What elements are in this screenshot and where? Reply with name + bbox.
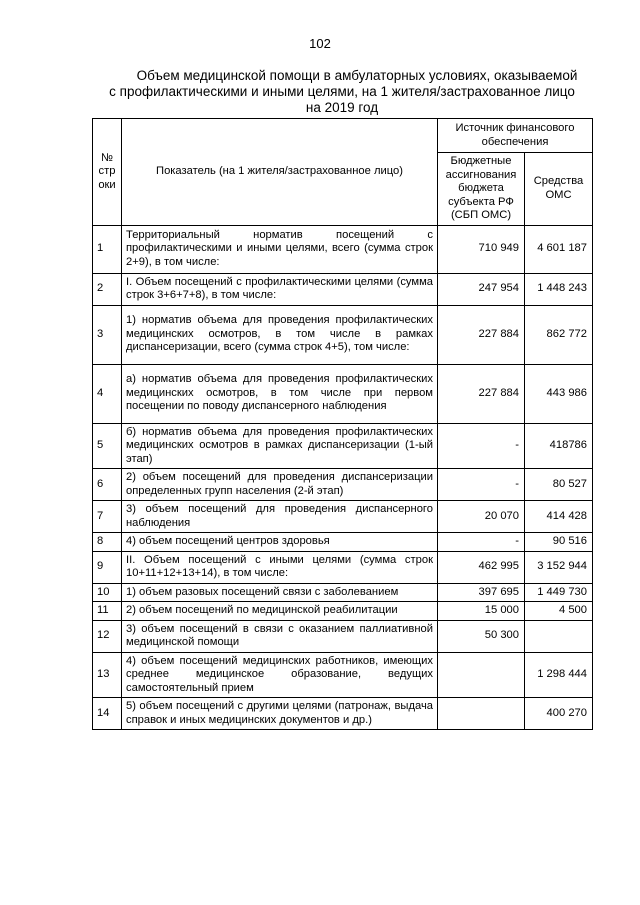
row-number-cell: 3 [93, 305, 122, 364]
oms-value-cell: 1 449 730 [525, 583, 593, 602]
oms-value-cell: 414 428 [525, 501, 593, 533]
title-line-2: с профилактическими и иными целями, на 1 жителя/застрахованное лицо [109, 84, 575, 99]
budget-value-cell: 15 000 [438, 602, 525, 621]
row-number-cell: 13 [93, 652, 122, 698]
table-row [93, 469, 593, 501]
indicator-cell: 1) норматив объема для проведения профилактических медицинских осмотров, в том числе в рамках диспансеризации, всего (сумма строк 4+5), том числе: [122, 305, 438, 364]
row-number-cell: 8 [93, 533, 122, 552]
budget-value-cell [438, 698, 525, 730]
oms-value-cell: 400 270 [525, 698, 593, 730]
row-number-cell: 14 [93, 698, 122, 730]
budget-value-cell: 247 954 [438, 273, 525, 305]
row-number-cell: 5 [93, 423, 122, 469]
budget-value-cell: - [438, 423, 525, 469]
header-oms: Средства ОМС [525, 153, 593, 226]
row-number-cell: 9 [93, 551, 122, 583]
title-line-3: на 2019 год [305, 100, 379, 115]
indicator-cell: 2) объем посещений по медицинской реабилитации [122, 602, 438, 621]
table-body [93, 225, 593, 730]
header-budget: Бюджетные ассигнования бюджета субъекта РФ (СБП ОМС) [438, 153, 525, 226]
row-number-cell: 7 [93, 501, 122, 533]
indicator-cell: I. Объем посещений с профилактическими целями (сумма строк 3+6+7+8), в том числе: [122, 273, 438, 305]
budget-value-cell: 227 884 [438, 364, 525, 423]
oms-value-cell: 3 152 944 [525, 551, 593, 583]
oms-value-cell: 4 500 [525, 602, 593, 621]
header-funding-source: Источник финансового обеспечения [438, 119, 593, 153]
oms-value-cell: 418786 [525, 423, 593, 469]
budget-value-cell: - [438, 469, 525, 501]
budget-value-cell: 710 949 [438, 225, 525, 273]
table-row [93, 225, 593, 273]
page-number: 102 [309, 36, 331, 51]
oms-value-cell [525, 620, 593, 652]
table-row [93, 652, 593, 698]
table-row [93, 551, 593, 583]
indicator-cell: Территориальный норматив посещений с профилактическими и иными целями, всего (сумма строк 2+9), в том числе: [122, 225, 438, 273]
table-row [93, 364, 593, 423]
oms-value-cell: 4 601 187 [525, 225, 593, 273]
table-row [93, 698, 593, 730]
indicator-cell: б) норматив объема для проведения профилактических медицинских осмотров в рамках диспансеризации (1-ый этап) [122, 423, 438, 469]
budget-value-cell: 227 884 [438, 305, 525, 364]
budget-value-cell: 50 300 [438, 620, 525, 652]
oms-value-cell: 90 516 [525, 533, 593, 552]
budget-value-cell: 462 995 [438, 551, 525, 583]
table-row [93, 423, 593, 469]
row-number-cell: 12 [93, 620, 122, 652]
header-row-number: № стр оки [93, 119, 122, 226]
indicator-cell: а) норматив объема для проведения профилактических медицинских осмотров, в том числе при первом посещении по поводу диспансерного наблюдения [122, 364, 438, 423]
row-number-cell: 4 [93, 364, 122, 423]
page-title [92, 68, 592, 116]
oms-value-cell: 1 298 444 [525, 652, 593, 698]
row-number-cell: 10 [93, 583, 122, 602]
title-line-1: Объем медицинской помощи в амбулаторных условиях, оказываемой [136, 68, 578, 83]
oms-value-cell: 862 772 [525, 305, 593, 364]
visits-table [92, 118, 593, 730]
indicator-cell: 2) объем посещений для проведения диспансеризации определенных групп населения (2-й этап) [122, 469, 438, 501]
budget-value-cell: 397 695 [438, 583, 525, 602]
table-row [93, 305, 593, 364]
indicator-cell: 3) объем посещений в связи с оказанием паллиативной медицинской помощи [122, 620, 438, 652]
oms-value-cell: 1 448 243 [525, 273, 593, 305]
oms-value-cell: 443 986 [525, 364, 593, 423]
budget-value-cell: - [438, 533, 525, 552]
table-row [93, 602, 593, 621]
row-number-cell: 11 [93, 602, 122, 621]
oms-value-cell: 80 527 [525, 469, 593, 501]
table-row [93, 620, 593, 652]
row-number-cell: 2 [93, 273, 122, 305]
table-row [93, 533, 593, 552]
budget-value-cell: 20 070 [438, 501, 525, 533]
indicator-cell: 4) объем посещений центров здоровья [122, 533, 438, 552]
indicator-cell: 3) объем посещений для проведения диспансерного наблюдения [122, 501, 438, 533]
indicator-cell: II. Объем посещений с иными целями (сумма строк 10+11+12+13+14), в том числе: [122, 551, 438, 583]
indicator-cell: 4) объем посещений медицинских работников, имеющих среднее медицинское образование, ведущих самостоятельный прием [122, 652, 438, 698]
table-row [93, 273, 593, 305]
table-row [93, 501, 593, 533]
table-row [93, 583, 593, 602]
row-number-cell: 6 [93, 469, 122, 501]
indicator-cell: 1) объем разовых посещений связи с заболеванием [122, 583, 438, 602]
row-number-cell: 1 [93, 225, 122, 273]
indicator-cell: 5) объем посещений с другими целями (патронаж, выдача справок и иных медицинских документов и др.) [122, 698, 438, 730]
header-indicator: Показатель (на 1 жителя/застрахованное лицо) [122, 119, 438, 226]
budget-value-cell [438, 652, 525, 698]
